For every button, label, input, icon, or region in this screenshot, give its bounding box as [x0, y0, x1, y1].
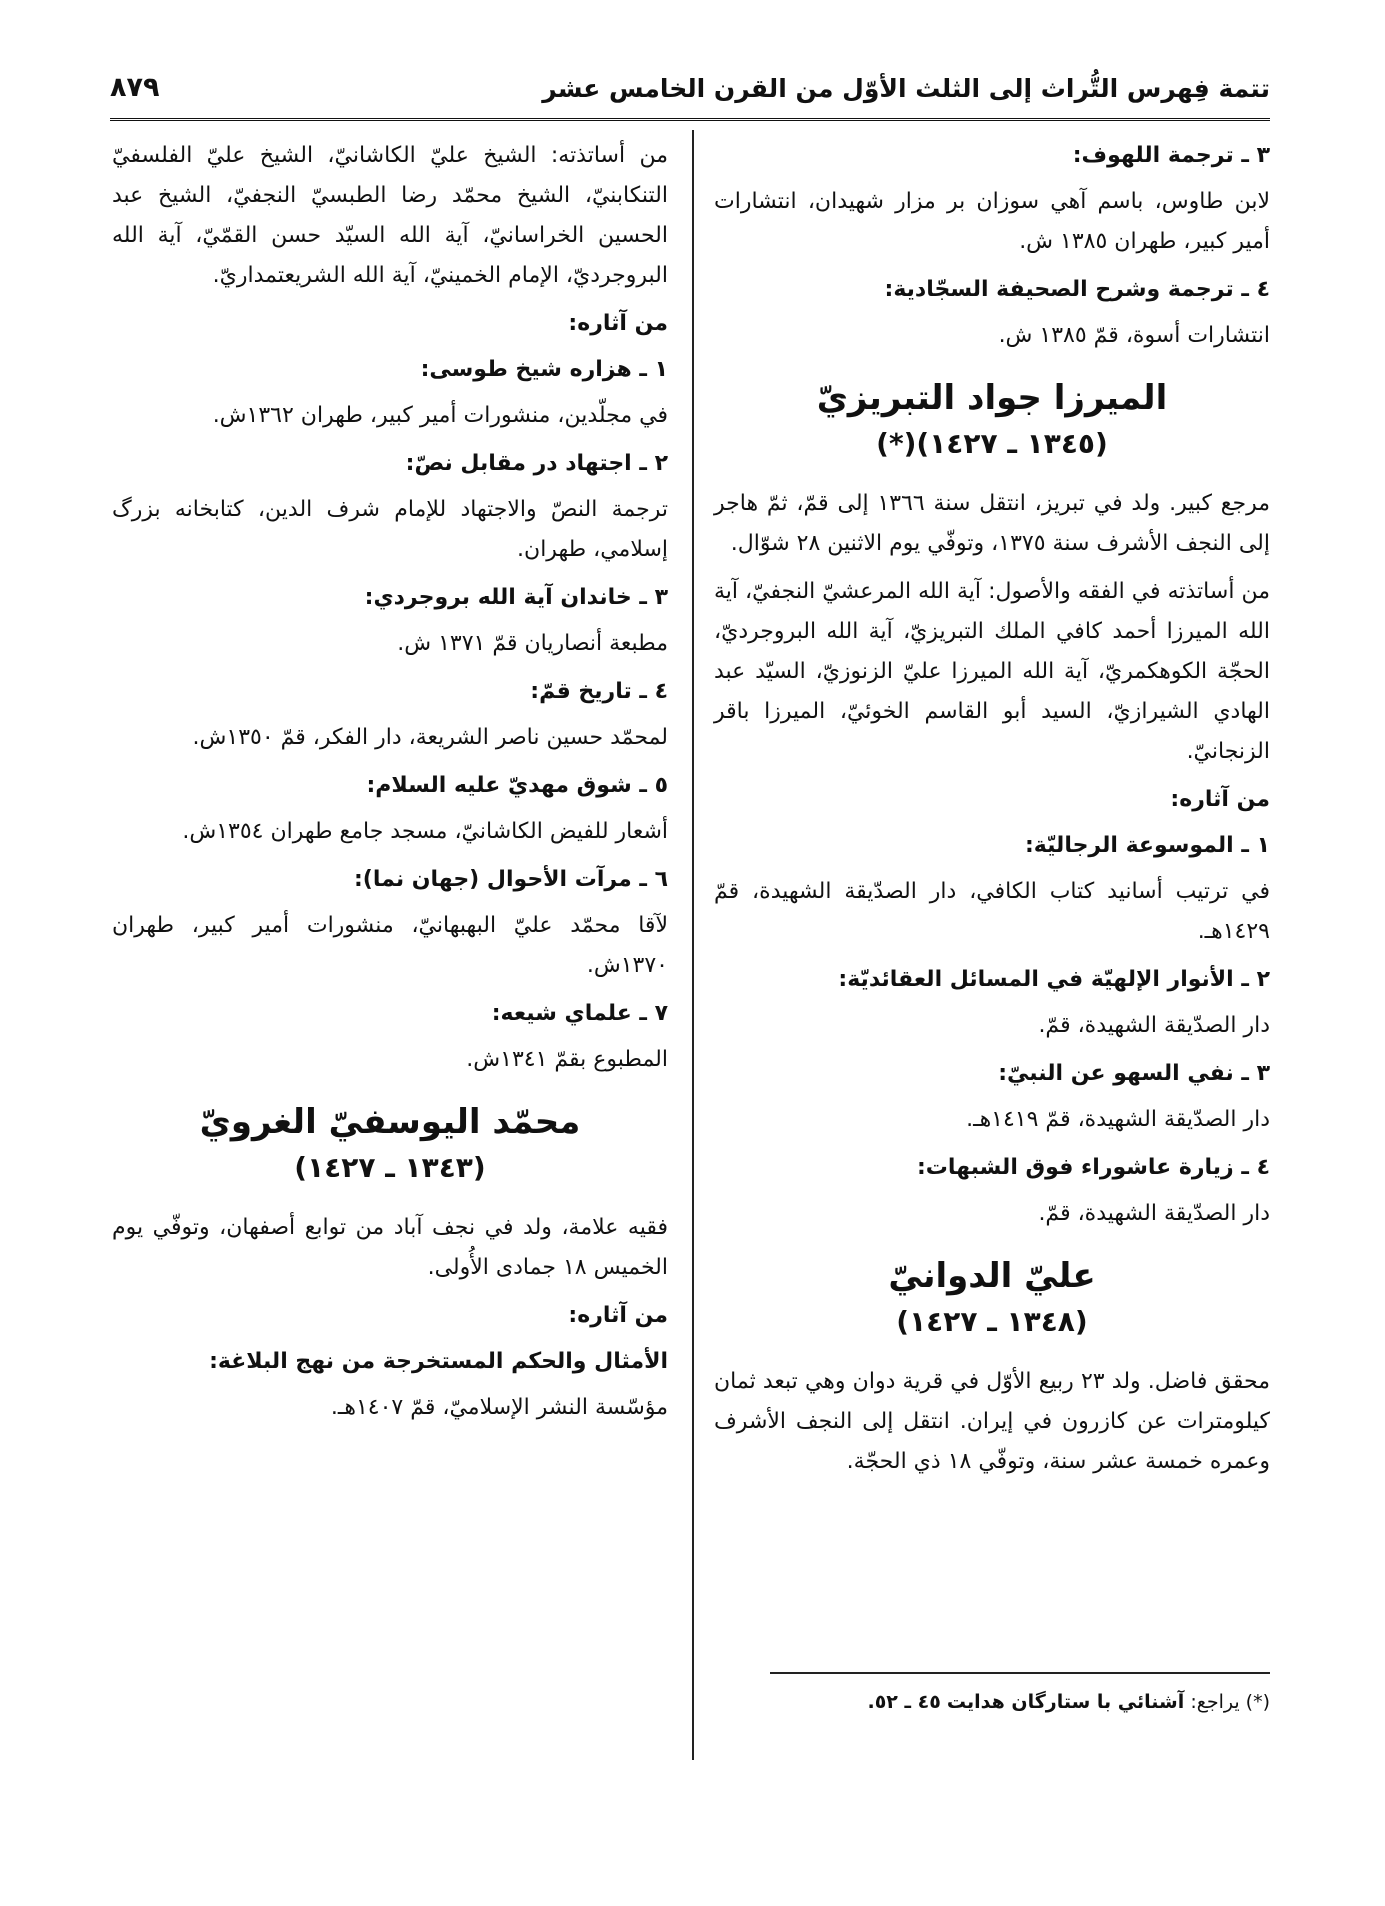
- left-column: [112, 136, 668, 1436]
- entry-years: (١٣٤٨ ـ ١٤٢٧): [896, 1305, 1088, 1338]
- works-heading: من آثاره:: [1170, 787, 1270, 812]
- entry-teachers: من أساتذته: الشيخ عليّ الكاشانيّ، الشيخ عليّ الفلسفيّ التنكابنيّ، الشيخ محمّد رضا الطبسيّ النجفيّ، الشيخ عبد الحسين الخراسانيّ، آية الله السيّد حسن القمّيّ، آية الله البروجرديّ، الإمام الخمينيّ، آية الله الشريعتمداريّ.: [112, 143, 668, 288]
- entry-title: الميرزا جواد التبريزيّ: [816, 378, 1168, 418]
- work-body: دار الصدّيقة الشهيدة، قمّ.: [1038, 1013, 1270, 1038]
- column-divider: [692, 130, 694, 1760]
- work-heading: ٦ ـ مرآت الأحوال (جهان نما):: [353, 867, 668, 892]
- work-body: مطبعة أنصاريان قمّ ١٣٧١ ش.: [397, 631, 668, 656]
- footnote-pages: ٤٥ ـ ٥٢.: [867, 1691, 941, 1713]
- item-body: انتشارات أسوة، قمّ ١٣٨٥ ش.: [998, 323, 1270, 348]
- page-number: ٨٧٩: [110, 72, 160, 103]
- footnote-rule: [770, 1672, 1270, 1674]
- entry-title: محمّد اليوسفيّ الغرويّ: [199, 1102, 581, 1142]
- work-heading: ٧ ـ علماي شيعه:: [491, 1001, 668, 1026]
- works-heading: من آثاره:: [568, 1303, 668, 1328]
- entry-years: (١٣٤٣ ـ ١٤٢٧): [294, 1151, 486, 1184]
- right-column: [714, 136, 1270, 1490]
- work-body: في مجلّدين، منشورات أمير كبير، طهران ١٣٦٢ش.: [212, 403, 668, 428]
- work-body: لآقا محمّد عليّ البهبهانيّ، منشورات أمير كبير، طهران ١٣٧٠ش.: [112, 913, 668, 978]
- work-heading: ٣ ـ خاندان آية الله بروجردي:: [364, 585, 668, 610]
- footnote-prefix: يراجع:: [1190, 1691, 1240, 1713]
- entry-teachers: من أساتذته في الفقه والأصول: آية الله المرعشيّ النجفيّ، آية الله الميرزا أحمد كافي الملك التبريزيّ، آية الله البروجرديّ، الحجّة الكوهكمريّ، آية الله الميرزا عليّ الزنوزيّ، السيّد عبد الهادي الشيرازيّ، السيد أبو القاسم الخوئيّ، الميرزا باقر الزنجانيّ.: [714, 579, 1270, 764]
- work-body: في ترتيب أسانيد كتاب الكافي، دار الصدّيقة الشهيدة، قمّ ١٤٢٩هـ.: [714, 879, 1270, 944]
- work-heading: ٢ ـ الأنوار الإلهيّة في المسائل العقائديّة:: [838, 967, 1270, 992]
- item-body: لابن طاوس، باسم آهي سوزان بر مزار شهيدان، انتشارات أمير كبير، طهران ١٣٨٥ ش.: [714, 189, 1270, 254]
- work-body: أشعار للفيض الكاشانيّ، مسجد جامع طهران ١٣٥٤ش.: [182, 819, 668, 844]
- page-header: [110, 70, 1270, 122]
- work-heading: ٢ ـ اجتهاد در مقابل نصّ:: [405, 451, 668, 476]
- work-heading: ٣ ـ نفي السهو عن النبيّ:: [998, 1061, 1270, 1086]
- work-heading: ٤ ـ زيارة عاشوراء فوق الشبهات:: [917, 1155, 1270, 1180]
- work-heading: ٥ ـ شوق مهديّ عليه السلام:: [366, 773, 668, 798]
- entry-title: عليّ الدوانيّ: [888, 1256, 1096, 1296]
- entry-bio: مرجع كبير. ولد في تبريز، انتقل سنة ١٣٦٦ إلى قمّ، ثمّ هاجر إلى النجف الأشرف سنة ١٣٧٥، وتوفّي يوم الاثنين ٢٨ شوّال.: [714, 491, 1270, 556]
- entry-bio: فقيه علامة، ولد في نجف آباد من توابع أصفهان، وتوفّي يوم الخميس ١٨ جمادى الأُولى.: [112, 1215, 668, 1280]
- work-body: دار الصدّيقة الشهيدة، قمّ ١٤١٩هـ.: [966, 1107, 1270, 1132]
- work-body: ترجمة النصّ والاجتهاد للإمام شرف الدين، كتابخانه بزرگ إسلامي، طهران.: [112, 497, 668, 562]
- item-heading: ٤ ـ ترجمة وشرح الصحيفة السجّادية:: [884, 277, 1270, 302]
- entry-bio: محقق فاضل. ولد ٢٣ ربيع الأوّل في قرية دوان وهي تبعد ثمان كيلومترات عن كازرون في إيران. انتقل إلى النجف الأشرف وعمره خمسة عشر سنة، وتوفّي ١٨ ذي الحجّة.: [714, 1369, 1270, 1474]
- entry-years: (١٣٤٥ ـ ١٤٢٧)(*): [876, 427, 1108, 460]
- footnote-source: آشنائي با ستارگان هدايت: [946, 1691, 1185, 1713]
- running-title: تتمة فِهرس التُّراث إلى الثلث الأوّل من القرن الخامس عشر: [542, 74, 1270, 103]
- footnote: [714, 1686, 1270, 1718]
- work-heading: ١ ـ هزاره شيخ طوسى:: [420, 357, 668, 382]
- footnote-mark: (*): [1245, 1691, 1270, 1713]
- work-heading: ٤ ـ تاريخ قمّ:: [530, 679, 668, 704]
- work-heading: الأمثال والحكم المستخرجة من نهج البلاغة:: [209, 1349, 668, 1374]
- work-body: المطبوع بقمّ ١٣٤١ش.: [466, 1047, 668, 1072]
- works-heading: من آثاره:: [568, 311, 668, 336]
- header-rule: [110, 118, 1270, 124]
- work-heading: ١ ـ الموسوعة الرجاليّة:: [1024, 833, 1270, 858]
- item-heading: ٣ ـ ترجمة اللهوف:: [1072, 143, 1270, 168]
- work-body: لمحمّد حسين ناصر الشريعة، دار الفكر، قمّ ١٣٥٠ش.: [192, 725, 668, 750]
- work-body: دار الصدّيقة الشهيدة، قمّ.: [1038, 1201, 1270, 1226]
- work-body: مؤسّسة النشر الإسلاميّ، قمّ ١٤٠٧هـ.: [330, 1395, 668, 1420]
